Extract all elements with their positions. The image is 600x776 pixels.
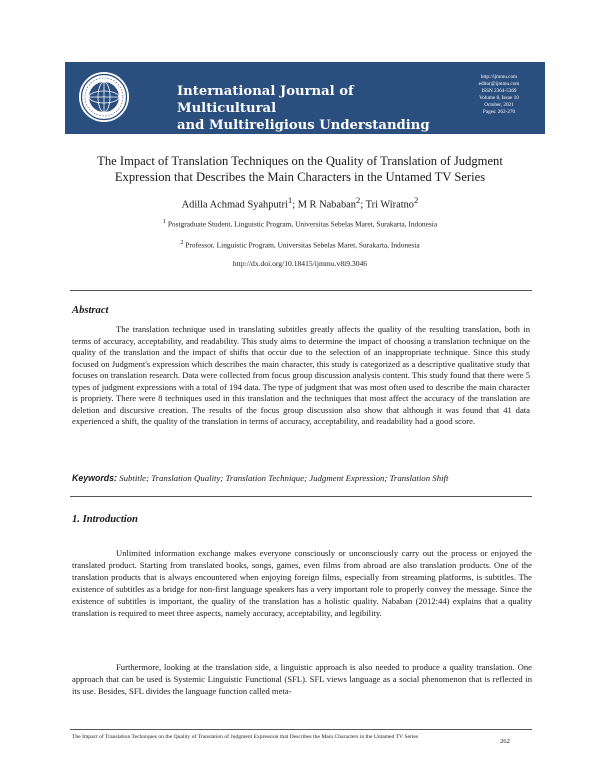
affiliation-text: Postgraduate Student, Linguistic Program, Universitas Sebelas Maret, Surakarta, Indonesia: [167, 219, 438, 229]
journal-pages: Pages: 262-270: [482, 109, 516, 115]
journal-email[interactable]: editor@ijmmu.com: [478, 81, 520, 87]
introduction-heading: 1. Introduction: [72, 514, 138, 525]
paper-title-line-1: The Impact of Translation Techniques on the Quality of Translation of Judgment: [97, 154, 503, 168]
journal-title-line-2: and Multireligious Understanding: [177, 118, 430, 133]
page-number: 262: [500, 738, 510, 745]
author-affil-sup: 2: [356, 195, 361, 205]
footer-running-title: The Impact of Translation Techniques on the Quality of Translation of Judgment Expression that Describes the Main Characters in the Untamed TV Series: [72, 734, 419, 740]
keywords-text: Subtitle; Translation Quality; Translation Technique; Judgment Expression; Translation Shift: [119, 473, 449, 483]
author-name: Adilla Achmad Syahputri: [181, 199, 288, 211]
affiliation-sup: 2: [180, 240, 184, 246]
journal-volume: Volume 8, Issue 10: [479, 95, 519, 101]
affiliation-text: Professor, Linguistic Program, Universitas Sebelas Maret, Surakarta, Indonesia: [185, 240, 420, 250]
journal-issn: ISSN 2364-5369: [481, 88, 517, 94]
journal-meta: [464, 74, 534, 116]
paper-title-line-2: Expression that Describes the Main Characters in the Untamed TV Series: [114, 170, 486, 184]
introduction-paragraph-1: Unlimited information exchange makes everyone consciously or unconsciously carry out the process or enjoyed the translated product. Starting from translated books, songs, games, even films from abroad are also translation products. One of the translation products that is always encountered when enjoying foreign films, especially from streaming platforms, is subtitles. The existence of subtitles as a bridge for non-first language speakers has a very important role to properly convey the message. Since the existence of subtitles is important, the quality of the translation has a holistic quality. Nababan (2012:44) explains that a quality translation is required to meet three aspects, namely accuracy, acceptability, and legibility.: [72, 548, 532, 618]
author-name: M R Nababan: [297, 199, 356, 211]
affiliation-1: [0, 219, 600, 228]
abstract-heading: Abstract: [72, 305, 109, 316]
journal-title-line-1: International Journal of Multicultural: [177, 84, 354, 116]
author-name: Tri Wiratno: [365, 199, 414, 211]
abstract-text: The translation technique used in translating subtitles greatly affects the quality of the resulting translation, both in terms of accuracy, acceptability, and readability. This study aims to determine the impact of choosing a translation technique on the quality of the translation and the impact of shifts that occur due to the selection of an inappropriate technique. Since this study focused on Judgment's expression which describes the main character, this study is categorized as a descriptive qualitative study that focuses on translation research. Data were collected from focus group discussion analysis content. This study found that there were 5 types of judgment expressions with a total of 194 data. The type of judgment that was most often used to describe the main character is propriety. There were 8 techniques used in this translation and the techniques that most affect the accuracy of the translation are deletion and discursive creation. The results of the focus group discussion also show that although it was found that 41 data experienced a shift, the quality of the translation in terms of accuracy, acceptability, and readability had a good score.: [72, 324, 530, 426]
doi-link[interactable]: http://dx.doi.org/10.18415/ijmmu.v8i9.3046: [232, 259, 368, 268]
section-divider: [70, 290, 532, 291]
author-list: Adilla Achmad Syahputri$^1$; M R Nababan$^2$; Tri Wiratno$^2$: [181, 195, 419, 211]
keywords: [72, 473, 532, 483]
keywords-label: Keywords:: [72, 473, 117, 483]
journal-seal-icon: [78, 71, 130, 123]
section-divider: [70, 496, 532, 497]
affiliation-sup: 1: [162, 219, 166, 225]
affiliation-2: [0, 240, 600, 249]
introduction-paragraph-2: Furthermore, looking at the translation side, a linguistic approach is also needed to produce a quality translation. One approach that can be used is Systemic Linguistic Functional (SFL). SFL views language as a social phenomenon that is reflected in its use. Besides, SFL divides the language function called meta-: [72, 662, 532, 696]
journal-date: October, 2021: [484, 102, 514, 108]
author-affil-sup: 1: [287, 195, 293, 205]
journal-title: [177, 83, 437, 134]
journal-url[interactable]: http://ijmmu.com: [480, 74, 518, 80]
paper-title: [70, 153, 530, 185]
author-affil-sup: 2: [414, 195, 419, 205]
footer-divider: [70, 729, 532, 730]
